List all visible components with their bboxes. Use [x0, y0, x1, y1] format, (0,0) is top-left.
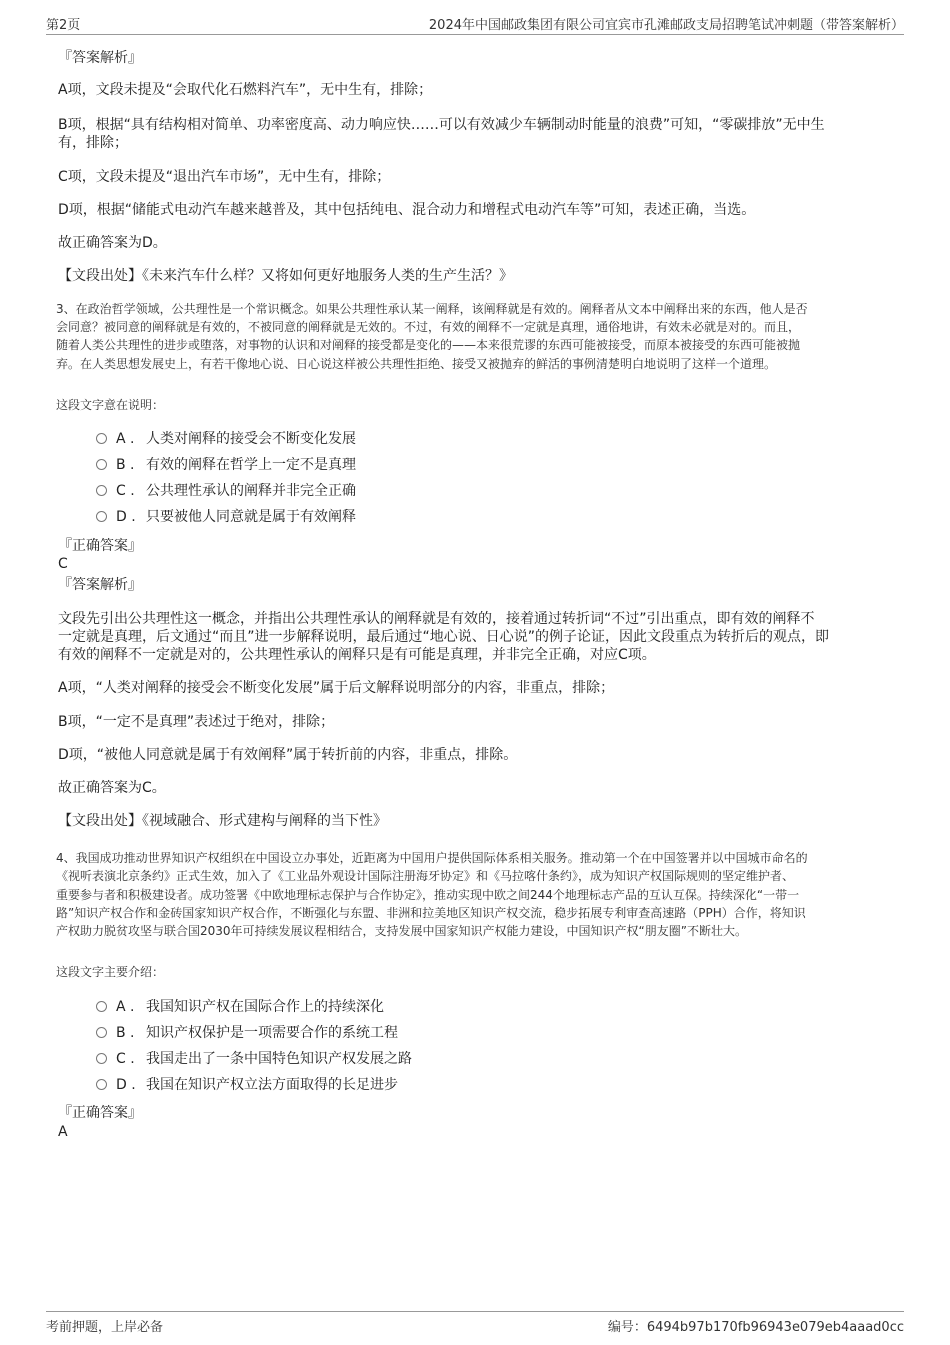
radio-circle-icon[interactable]: [96, 433, 107, 444]
conclusion-line: 故正确答案为D。: [58, 235, 167, 251]
source-line: 【文段出处】《未来汽车什么样？又将如何更好地服务人类的生产生活？》: [58, 268, 513, 284]
question-3-option-d[interactable]: D . 只要被他人同意就是属于有效阐释: [96, 508, 356, 526]
page-number: 第2页: [46, 18, 81, 33]
question-3-text: 3、在政治哲学领域，公共理性是一个常识概念。如果公共理性承认某一阐释，该阐释就是有效的。阐释者从文本中阐释出来的东西，他人是否: [56, 302, 808, 316]
footer-slogan: 考前押题，上岸必备: [46, 1320, 164, 1335]
answer-value: C: [58, 556, 68, 572]
analysis-line: A项，文段未提及“会取代化石燃料汽车”，无中生有，排除；: [58, 82, 433, 98]
question-4-text: 4、我国成功推动世界知识产权组织在中国设立办事处，近距离为中国用户提供国际体系相关服务。推动第一个在中国签署并以中国城市命名的: [56, 851, 808, 865]
document-code: 编号：6494b97b170fb96943e079eb4aaad0cc: [607, 1320, 904, 1335]
question-4-option-a[interactable]: A . 我国知识产权在国际合作上的持续深化: [96, 998, 384, 1016]
question-3-text: 会同意？被同意的阐释就是有效的，不被同意的阐释就是无效的。不过，有效的阐释不一定就是真理，通俗地讲，有效未必就是对的。而且，: [56, 320, 801, 334]
analysis-label: 『答案解析』: [58, 50, 142, 66]
question-3-text: 随着人类公共理性的进步或堕落，对事物的认识和对阐释的接受都是变化的——本来很荒谬的东西可能被接受，而原本被接受的东西可能被抛: [56, 338, 801, 352]
question-3-text: 弃。在人类思想发展史上，有若干像地心说、日心说这样被公共理性拒绝、接受又被抛弃的鲜活的事例清楚明白地说明了这样一个道理。: [56, 357, 777, 371]
analysis-line: B项，根据“具有结构相对简单、功率密度高、动力响应快……可以有效减少车辆制动时能量的浪费”可知，“零碳排放”无中生: [58, 117, 825, 133]
question-3-prompt: 这段文字意在说明：: [56, 398, 165, 412]
document-title: 2024年中国邮政集团有限公司宜宾市孔滩邮政支局招聘笔试冲刺题（带答案解析）: [428, 18, 904, 33]
question-4-text: 重要参与者和积极建设者。成功签署《中欧地理标志保护与合作协定》，推动实现中欧之间244个地理标志产品的互认互保。持续深化“一带一: [56, 888, 800, 902]
question-3-option-a[interactable]: A . 人类对阐释的接受会不断变化发展: [96, 430, 356, 448]
analysis-line: 一定就是真理，后文通过“而且”进一步解释说明，最后通过“地心说、日心说”的例子论证，因此文段重点为转折后的观点，即: [58, 629, 830, 645]
analysis-line: 文段先引出公共理性这一概念，并指出公共理性承认的阐释就是有效的，接着通过转折词“不过”引出重点，即有效的阐释不: [58, 611, 815, 627]
question-4-text: 产权助力脱贫攻坚与联合国2030年可持续发展议程相结合，支持发展中国家知识产权能力建设，中国知识产权“朋友圈”不断壮大。: [56, 924, 747, 938]
question-3-option-b[interactable]: B . 有效的阐释在哲学上一定不是真理: [96, 456, 356, 474]
question-4-prompt: 这段文字主要介绍：: [56, 965, 165, 979]
radio-circle-icon[interactable]: [96, 485, 107, 496]
radio-circle-icon[interactable]: [96, 1053, 107, 1064]
question-4-option-d[interactable]: D . 我国在知识产权立法方面取得的长足进步: [96, 1076, 398, 1094]
page-footer: [46, 1311, 904, 1336]
question-4-text: 《视听表演北京条约》正式生效，加入了《工业品外观设计国际注册海牙协定》和《马拉喀什条约》，成为知识产权国际规则的坚定维护者、: [56, 869, 795, 883]
analysis-line: D项，根据“储能式电动汽车越来越普及，其中包括纯电、混合动力和增程式电动汽车等”可知，表述正确，当选。: [58, 202, 756, 218]
question-4-option-b[interactable]: B . 知识产权保护是一项需要合作的系统工程: [96, 1024, 398, 1042]
answer-label: 『正确答案』: [58, 538, 142, 554]
radio-circle-icon[interactable]: [96, 1027, 107, 1038]
answer-label: 『正确答案』: [58, 1105, 142, 1121]
answer-value: A: [58, 1124, 68, 1140]
analysis-line: A项，“人类对阐释的接受会不断变化发展”属于后文解释说明部分的内容，非重点，排除；: [58, 680, 615, 696]
source-line: 【文段出处】《视域融合、形式建构与阐释的当下性》: [58, 813, 387, 829]
analysis-line: B项，“一定不是真理”表述过于绝对，排除；: [58, 714, 335, 730]
page-header: [46, 14, 904, 35]
radio-circle-icon[interactable]: [96, 459, 107, 470]
analysis-line: D项，“被他人同意就是属于有效阐释”属于转折前的内容，非重点，排除。: [58, 747, 518, 763]
analysis-line: 有，排除；: [58, 135, 128, 151]
analysis-line: C项，文段未提及“退出汽车市场”，无中生有，排除；: [58, 169, 391, 185]
analysis-label: 『答案解析』: [58, 577, 142, 593]
question-4-text: 路”知识产权合作和金砖国家知识产权合作，不断强化与东盟、非洲和拉美地区知识产权交流，稳步拓展专利审查高速路（PPH）合作，将知识: [56, 906, 806, 920]
question-3-option-c[interactable]: C . 公共理性承认的阐释并非完全正确: [96, 482, 356, 500]
question-4-option-c[interactable]: C . 我国走出了一条中国特色知识产权发展之路: [96, 1050, 412, 1068]
radio-circle-icon[interactable]: [96, 511, 107, 522]
radio-circle-icon[interactable]: [96, 1001, 107, 1012]
radio-circle-icon[interactable]: [96, 1079, 107, 1090]
conclusion-line: 故正确答案为C。: [58, 780, 166, 796]
analysis-line: 有效的阐释不一定就是对的，公共理性承认的阐释只是有可能是真理，并非完全正确，对应C项。: [58, 647, 656, 663]
